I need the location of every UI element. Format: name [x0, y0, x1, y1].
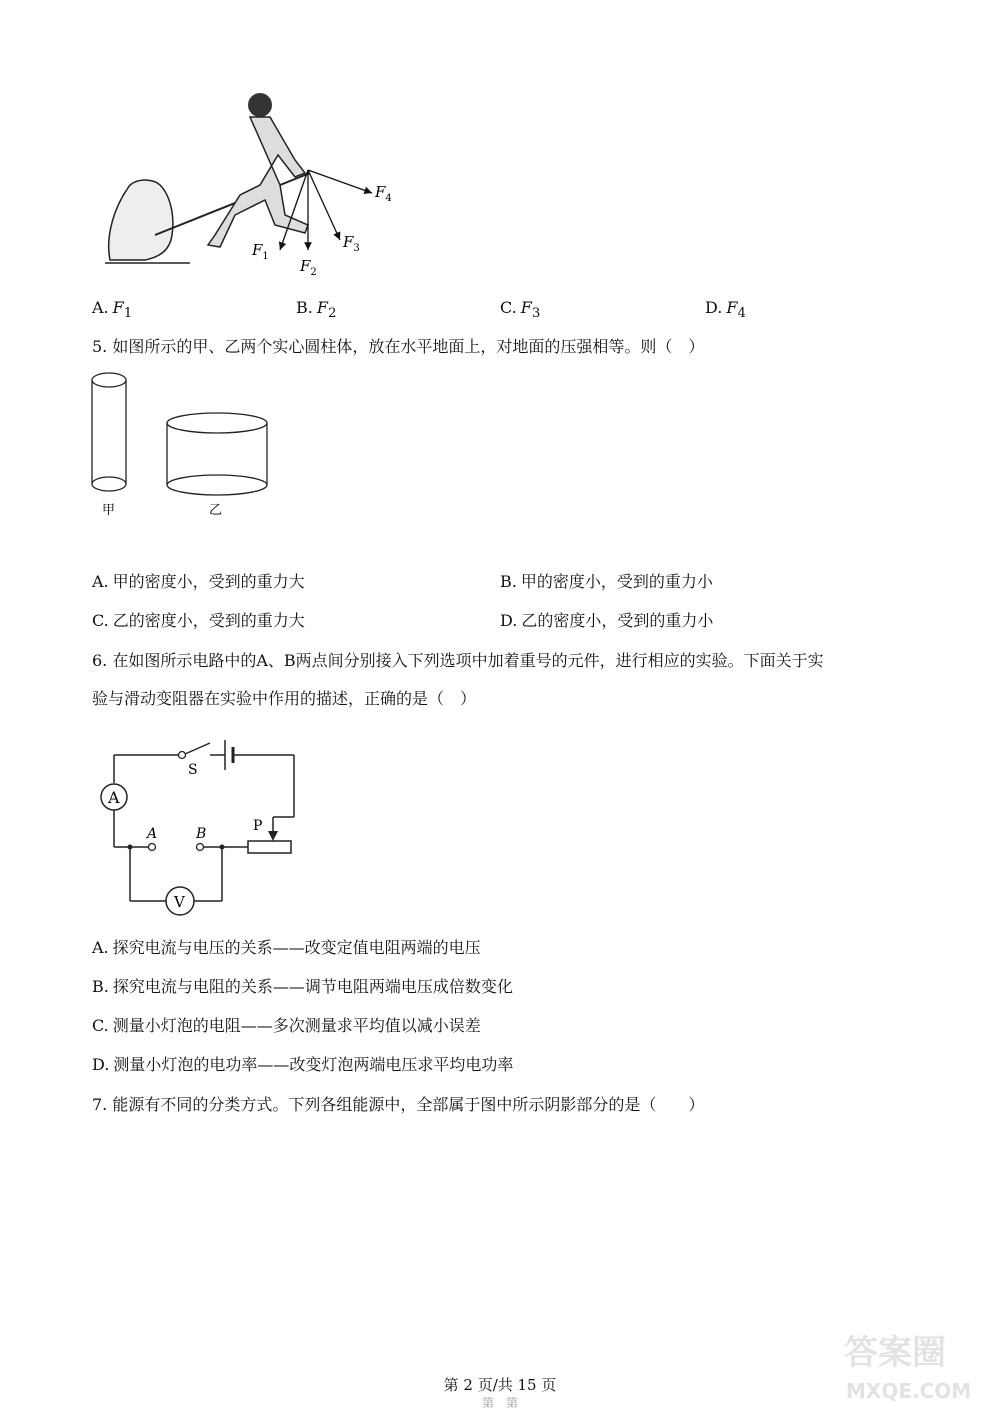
q6-option-d[interactable]: D. 测量小灯泡的电功率——改变灯泡两端电压求平均电功率 [92, 1055, 514, 1074]
q4-option-d[interactable]: D. $F_4$ [705, 298, 746, 322]
page-number-faint: 第 第 [481, 1396, 518, 1410]
voltmeter-label: V [174, 893, 185, 911]
q5-stem: 5. 如图所示的甲、乙两个实心圆柱体，放在水平地面上，对地面的压强相等。则（ ） [92, 337, 705, 356]
q6-option-a[interactable]: A. 探究电流与电压的关系——改变定值电阻两端的电压 [92, 938, 481, 957]
q7-stem: 7. 能源有不同的分类方式。下列各组能源中，全部属于图中所示阴影部分的是（ ） [92, 1095, 705, 1114]
q5-option-b[interactable]: B. 甲的密度小，受到的重力小 [500, 572, 713, 591]
q5-option-d[interactable]: D. 乙的密度小，受到的重力小 [500, 611, 714, 630]
force-f2-label: $F_2$ [300, 257, 317, 278]
cylinder-jia-label: 甲 [102, 503, 116, 518]
q5-option-a[interactable]: A. 甲的密度小，受到的重力大 [92, 572, 305, 591]
q4-option-a[interactable]: A. $F_1$ [92, 298, 133, 322]
q6-option-c[interactable]: C. 测量小灯泡的电阻——多次测量求平均值以减小误差 [92, 1016, 481, 1035]
watermark-logo [836, 1316, 986, 1406]
page-number: 第 2 页/共 15 页 [443, 1376, 557, 1394]
force-f3-arrow [308, 170, 340, 240]
cylinder-yi-label: 乙 [209, 503, 223, 518]
point-a-label: A [147, 826, 158, 842]
rheostat-symbol [248, 841, 291, 853]
switch-label: S [188, 762, 198, 778]
ammeter-label: A [108, 788, 120, 807]
q6-stem-line2: 验与滑动变阻器在实验中作用的描述，正确的是（ ） [92, 689, 477, 708]
point-b-label: B [196, 826, 207, 842]
force-f1-label: $F_1$ [252, 241, 269, 262]
q4-option-b[interactable]: B. $F_2$ [296, 298, 337, 322]
q4-option-c[interactable]: C. $F_3$ [500, 298, 541, 322]
slider-p-label: P [253, 818, 263, 834]
cylinders-figure [85, 368, 285, 518]
q5-option-c[interactable]: C. 乙的密度小，受到的重力大 [92, 611, 305, 630]
man-head [248, 93, 272, 117]
q6-stem-line1: 6. 在如图所示电路中的A、B两点间分别接入下列选项中加着重号的元件，进行相应的实验。下面关于实 [92, 651, 824, 670]
circuit-diagram [90, 725, 310, 920]
man-body [208, 117, 308, 247]
q6-option-b[interactable]: B. 探究电流与电阻的关系——调节电阻两端电压成倍数变化 [92, 977, 513, 996]
svg-text:答案圈: 答案圈 [844, 1333, 946, 1373]
lever-figure [100, 85, 420, 285]
force-f4-label: $F_4$ [375, 183, 392, 204]
force-f3-label: $F_3$ [343, 233, 360, 254]
svg-text:MXQE.COM: MXQE.COM [846, 1379, 972, 1403]
stone-shape [109, 180, 173, 260]
